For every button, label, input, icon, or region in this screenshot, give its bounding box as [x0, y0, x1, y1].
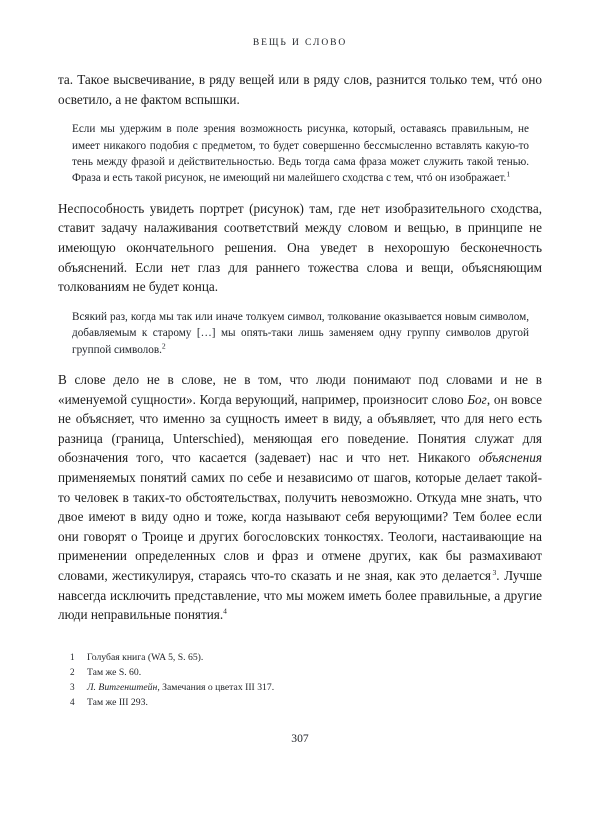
footnote-marker-1[interactable]: 1: [506, 169, 511, 179]
emphasis-obyasneniya: объяснения: [478, 450, 542, 466]
page-number: 307: [291, 732, 309, 745]
running-head: ВЕЩЬ И СЛОВО: [252, 38, 348, 48]
emphasis-bog: Бог: [467, 391, 487, 407]
block-quote-2-text: Всякий раз, когда мы так или иначе толкуем символ, толкование оказывается новым символом, добавляемым к старому […] мы опять-таки лишь заменяем одну группу символов другой группой символов.: [72, 310, 529, 356]
footnote-body: Там же III 293.: [87, 697, 148, 709]
body-paragraph-1: та. Такое высвечивание, в ряду вещей или в ряду слов, разнится только тем, чтó оно осветило, а не фактом вспышки.: [58, 72, 542, 107]
footnote-number: 4: [70, 697, 75, 708]
footnote-body: Там же S. 60.: [87, 667, 142, 679]
footnote-item: [70, 650, 490, 665]
footnote-text: [87, 665, 490, 680]
footnote-number: 3: [70, 682, 75, 693]
footnote-item: [70, 695, 490, 710]
footnotes-section: [70, 650, 490, 710]
block-quote-1-text: Если мы удержим в поле зрения возможность рисунка, который, оставаясь правильным, не имеет никакого подобия с предметом, то будет совершенно бессмысленно вставлять какую-то тень между фразой и действительностью. Ведь тогда сама фраза может служить такой тенью. Фраза и есть такой рисунок, не имеющий ни малейшего сходства с тем, чтó он изображает.: [72, 123, 529, 185]
footnote-item: [70, 665, 490, 680]
paragraph-3-segment-4: . Лучше навсегда исключить представление, что мы можем иметь более правильные, а другие люди неправильные понятия.: [58, 567, 542, 623]
paragraph-3-segment-2: , он вовсе не объясняет, что именно за сущность имеет в виду, а объявляет, что для него есть разница (граница, Unterschied), меняющая его поведение. Понятия служат для обозначения того, что касается (задевает) нас и что нет. Никакого: [58, 391, 542, 466]
footnote-marker-4[interactable]: 4: [223, 606, 227, 616]
footnote-number: 2: [70, 667, 75, 678]
footnote-text: [87, 650, 490, 665]
block-quote-1: [72, 121, 529, 187]
footnote-item: [70, 680, 490, 695]
footnote-text: [87, 695, 490, 710]
block-quote-2: [72, 309, 529, 358]
footnote-marker-3[interactable]: 3: [492, 567, 497, 577]
footnote-body: , Замечания о цветах III 317.: [157, 682, 275, 694]
footnote-author: Л. Витгенштейн: [87, 682, 158, 694]
text-column: [58, 70, 542, 625]
paragraph-3-segment-3: применяемых понятий самих по себе и независимо от шагов, которые делает такой-то человек в таких-то обстоятельствах, получить невозможно. Откуда мне знать, что двое имеют в виду одно и тоже, когда называют себя верующими? Тем более если они говорят о Троице и других богословских тонкостях. Теологи, настаивающие на применении определенных слов и фраз и отмене других, как бы размахивают словами, жестикулируя, стараясь что-то сказать и не зная, как это делается: [58, 469, 542, 583]
body-paragraph-2: Неспособность увидеть портрет (рисунок) там, где нет изобразительного сходства, ставит задачу налаживания соответствий между словом и вещью, в принципе не имеющую окончательного решения. Она уведет в нехорошую бесконечность объяснений. Если нет глаз для раннего тожества слова и вещи, объясняющим толкованиям не будет конца.: [58, 200, 542, 295]
body-paragraph-3: [58, 370, 542, 625]
footnote-number: 1: [70, 652, 75, 662]
footnote-marker-2[interactable]: 2: [161, 340, 166, 350]
footnote-body: Голубая книга (WA 5, S. 65).: [87, 652, 204, 663]
footnote-text: [87, 680, 490, 695]
paragraph-3-segment-1: В слове дело не в слове, не в том, что люди понимают под словами и не в «именуемой сущности». Когда верующий, например, произносит слово: [58, 372, 542, 407]
